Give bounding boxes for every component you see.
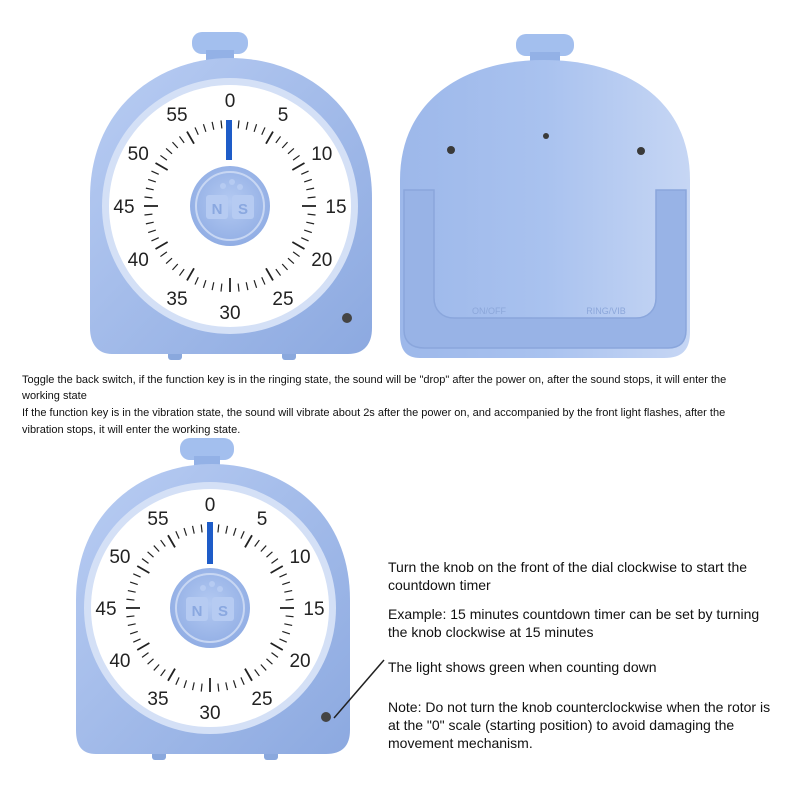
dial-number: 5 (256, 508, 268, 530)
dial-number: 40 (127, 250, 149, 271)
minor-tick (308, 214, 316, 215)
minor-tick (238, 284, 239, 292)
minor-tick (201, 524, 202, 532)
dial-number: 35 (147, 689, 169, 711)
dial-number: 25 (251, 689, 273, 711)
note-line-3: If the function key is in the vibration state, the sound will vibrate about 2s after the power on, and accompanied by the front light flashes, after the (22, 407, 726, 419)
timer-back (394, 30, 694, 366)
dial-number: 5 (277, 105, 289, 127)
note-line-2: working state (22, 390, 87, 402)
dial-number: 40 (109, 651, 131, 672)
dial-number: 50 (109, 547, 131, 568)
timer-knob[interactable] (170, 568, 250, 648)
dial-number: 0 (204, 495, 216, 516)
minor-tick (126, 599, 134, 600)
minor-tick (218, 684, 219, 692)
screw-icon (637, 147, 645, 155)
dial-number: 0 (224, 91, 236, 112)
svg-text:S: S (237, 201, 249, 218)
minor-tick (221, 284, 222, 292)
minor-tick (286, 599, 294, 600)
dial-number: 20 (289, 651, 311, 672)
speaker-hole (543, 133, 549, 139)
minor-tick (308, 197, 316, 198)
indicator-light (342, 313, 352, 323)
dial-number: 20 (311, 250, 333, 271)
timer-knob[interactable] (190, 166, 270, 246)
instruction-start: Turn the knob on the front of the dial clockwise to start the countdown timer (388, 559, 748, 593)
timer-hand (207, 522, 213, 564)
instruction-example: Example: 15 minutes countdown timer can be set by turning the knob clockwise at 15 minutes (388, 606, 760, 640)
dial-number: 30 (219, 303, 241, 324)
minor-tick (286, 616, 294, 617)
svg-text:N: N (211, 201, 223, 218)
svg-text:S: S (217, 603, 229, 620)
note-line-1: Toggle the back switch, if the function key is in the ringing state, the sound will be "drop" after the power on, after the sound stops, it will enter the (22, 374, 727, 386)
svg-text:N: N (191, 603, 203, 620)
minor-tick (218, 524, 219, 532)
dial-number: 35 (166, 288, 188, 310)
dial-number: 25 (272, 288, 294, 310)
minor-tick (126, 616, 134, 617)
dial-number: 50 (127, 144, 149, 165)
dial-number: 15 (325, 197, 347, 218)
minor-tick (144, 214, 152, 215)
instruction-light: The light shows green when counting down (388, 659, 657, 675)
screw-icon (447, 146, 455, 154)
dial-number: 15 (303, 599, 325, 620)
dial-number: 10 (289, 547, 311, 568)
note-line-4: vibration stops, it will enter the working state. (22, 424, 241, 436)
dial-number: 10 (311, 144, 333, 165)
dial-number: 55 (166, 105, 188, 127)
callout-line (326, 658, 386, 722)
instruction-warning: Note: Do not turn the knob counterclockwise when the rotor is at the "0" scale (starting position) to avoid damaging the movement mechanism. (388, 699, 771, 751)
minor-tick (221, 120, 222, 128)
minor-tick (144, 197, 152, 198)
ring-vib-label: RING/VIB (586, 306, 626, 316)
dial-number: 45 (95, 599, 117, 620)
minor-tick (201, 684, 202, 692)
timer-front-top (80, 28, 390, 368)
timer-front-bottom (68, 432, 368, 772)
dial-number: 45 (113, 197, 135, 218)
minor-tick (238, 120, 239, 128)
timer-hand (226, 120, 232, 160)
on-off-label: ON/OFF (472, 306, 506, 316)
dial-number: 55 (147, 508, 169, 530)
dial-number: 30 (199, 703, 221, 724)
back-body (400, 60, 690, 358)
